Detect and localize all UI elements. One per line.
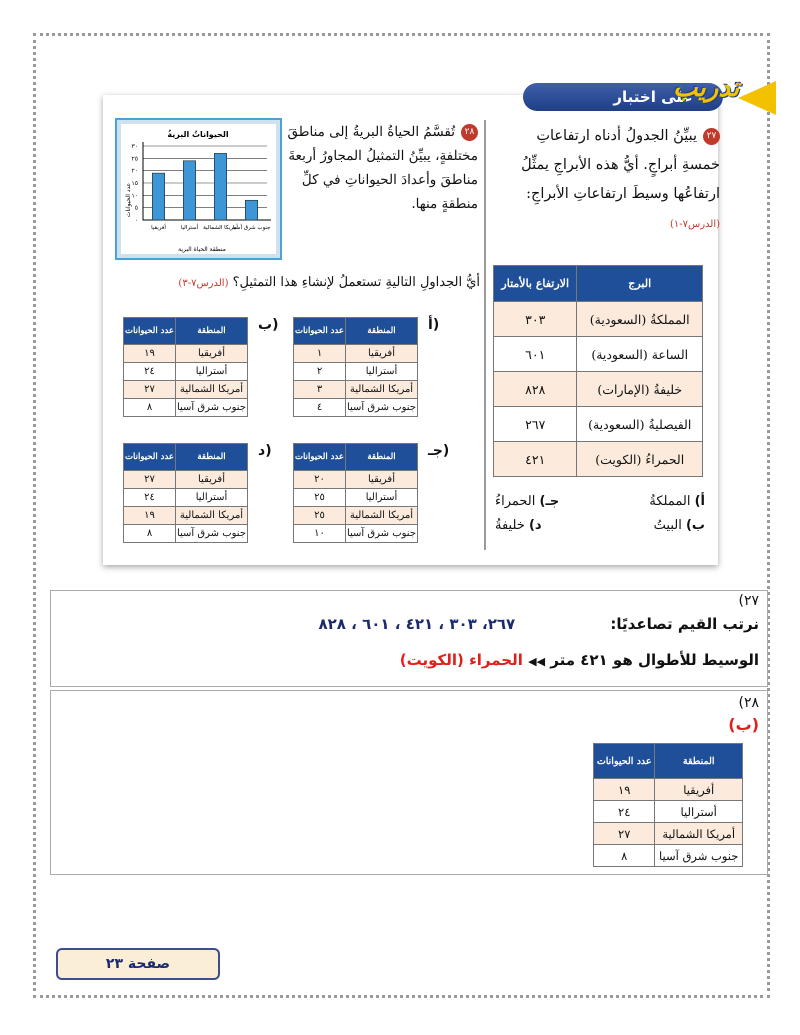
region-cell: أستراليا [655,801,743,823]
count-cell: ٨ [594,845,655,867]
choice-label: أ) [694,494,705,509]
choice-label: ب) [685,518,705,533]
region-cell: أفريقيا [346,471,418,489]
option-b-label: ب) [258,317,279,333]
col-header-tower: البرج [577,266,703,302]
banner-triangle-icon [738,81,776,115]
q28-number-badge: ٢٨ [461,124,478,141]
table-row [124,507,248,525]
table-row [124,399,248,417]
banner-title: على اختبار [613,88,693,106]
chart-y-tick-label: ١٠ [131,192,138,200]
chart-x-tick-label: أمريكا الشمالية [203,225,238,231]
count-cell: ٨ [124,399,176,417]
chart-y-tick-label: ٢٠ [131,167,138,175]
count-cell: ٣ [294,381,346,399]
q27-text: يبيِّنُ الجدولُ أدناه ارتفاعاتِ خمسةِ أبراجٍ. أيُّ هذه الأبراجِ يمثِّلُ ارتفاعُها وسيطَ ارتفاعاتِ الأبراجِ: [521,128,720,202]
table-row [124,525,248,543]
col-header-count: عدد الحيوانات [594,744,655,779]
option-a-label: أ) [428,317,440,333]
chart-plot-bg [121,124,276,254]
option-c-label: جـ) [428,443,450,459]
q28-question [108,275,480,290]
region-cell: أفريقيا [176,471,248,489]
double-arrow-icon: ◀◀ [528,655,546,668]
count-cell: ٢ [294,363,346,381]
region-cell: جنوب شرق آسيا [346,399,418,417]
choice-text: خليفةُ [495,518,525,533]
region-cell: جنوب شرق آسيا [176,525,248,543]
option-d-label: د) [258,443,272,459]
table-row [494,442,703,477]
q28-text: تُقسَّمُ الحياةُ البريةُ إلى مناطقَ مختلفةٍ، يبيِّنُ التمثيلُ المجاورُ أربعةَ مناطقَ وأعدادَ الحيواناتِ في كلِّ منطقةٍ منها. [287,124,478,212]
q28-lesson-ref: (الدرس٧-٣) [178,278,229,289]
column-divider [484,120,486,550]
choice-text: المملكةُ [649,494,691,509]
chart-bar [183,161,195,220]
count-cell: ٢٧ [124,381,176,399]
chart-y-tick-label: ٠ [134,217,138,224]
region-cell: أمريكا الشمالية [176,507,248,525]
table-row [124,363,248,381]
table-row [294,525,418,543]
towers-table [493,265,703,477]
col-header-height: الارتفاع بالأمتار [494,266,577,302]
count-cell: ١٠ [294,525,346,543]
tower-name: الساعة (السعودية) [577,337,703,372]
choice-text: الحمراءُ [495,494,536,509]
region-cell: أستراليا [176,489,248,507]
choice-label: جـ) [539,494,560,509]
page-number-badge: صفحة ٢٣ [56,948,220,980]
region-cell: أفريقيا [655,779,743,801]
col-header-region: المنطقة [655,744,743,779]
table-row [594,801,743,823]
count-cell: ١٩ [124,507,176,525]
count-cell: ٨ [124,525,176,543]
col-header-region: المنطقة [176,444,248,471]
median-label: الوسيط للأطوال هو ٤٢١ متر [550,651,759,669]
table-row [294,363,418,381]
col-header-count: عدد الحيوانات [124,444,176,471]
chart-y-tick-label: ٣٠ [131,143,138,150]
chart-x-tick-label: أستراليا [180,225,199,231]
choice-c [495,490,559,514]
chart-y-tick-label: ٥ [134,204,138,212]
region-cell: أفريقيا [176,345,248,363]
count-cell: ٢٠ [294,471,346,489]
banner-title-big: تدريب [673,73,740,103]
col-header-count: عدد الحيوانات [294,318,346,345]
chart-x-tick-label: جنوب شرق آسيا [232,225,271,231]
region-cell: أفريقيا [346,345,418,363]
q27-lesson-ref: (الدرس٧-١) [669,219,720,230]
q27-choices [495,490,705,538]
choice-a [649,490,705,514]
answer-27-sort-line [318,615,759,633]
choice-text: البيتُ [653,518,682,533]
count-cell: ٢٥ [294,489,346,507]
q28-prompt [283,120,478,216]
chart-x-tick-label: أفريقيا [151,225,166,231]
count-cell: ٢٤ [124,363,176,381]
answer-27-box [50,590,768,687]
option-d-table [123,443,248,543]
choice-d [495,514,542,538]
tower-name: المملكةُ (السعودية) [577,302,703,337]
chart-y-tick-label: ٢٥ [131,155,138,163]
answer-28-choice: (ب) [728,715,759,734]
region-cell: أستراليا [346,489,418,507]
table-row [494,407,703,442]
chart-y-axis-label: عدد الحيوانات [125,182,132,218]
table-row [494,372,703,407]
col-header-region: المنطقة [346,318,418,345]
q27-prompt [505,122,720,239]
tower-height: ٤٢١ [494,442,577,477]
table-row [294,381,418,399]
chart-x-axis-label: منطقة الحياة البرية [178,246,226,253]
answer-27-median-line [400,651,759,669]
table-row [124,471,248,489]
table-row [294,399,418,417]
region-cell: أمريكا الشمالية [346,381,418,399]
chart-bar [152,173,164,220]
tower-height: ٣٠٣ [494,302,577,337]
col-header-region: المنطقة [176,318,248,345]
region-cell: أمريكا الشمالية [346,507,418,525]
tower-height: ٨٢٨ [494,372,577,407]
option-c-table [293,443,418,543]
chart-title: الحيواناتُ البريةُ [167,130,229,139]
region-cell: جنوب شرق آسيا [176,399,248,417]
table-row [124,489,248,507]
count-cell: ١ [294,345,346,363]
median-answer: الحمراء (الكويت) [399,651,523,669]
count-cell: ٢٥ [294,507,346,525]
chart-svg [117,120,280,258]
table-row [294,507,418,525]
answer-28-table [593,743,743,867]
tower-height: ٦٠١ [494,337,577,372]
region-cell: جنوب شرق آسيا [346,525,418,543]
count-cell: ٢٤ [594,801,655,823]
region-cell: أستراليا [176,363,248,381]
choice-label: د) [528,518,542,533]
chart-bar [214,153,226,220]
table-row [124,345,248,363]
option-a-table [293,317,418,417]
region-cell: أمريكا الشمالية [176,381,248,399]
count-cell: ٤ [294,399,346,417]
q28-question-text: أيُّ الجداولِ التاليةِ تستعملُ لإنشاءِ هذا التمثيلِ؟ [232,275,480,290]
count-cell: ٢٧ [594,823,655,845]
practice-banner [523,73,778,113]
table-row [594,845,743,867]
table-row [294,345,418,363]
table-row [494,302,703,337]
answer-28-number: (٢٨ [738,695,759,711]
region-cell: أمريكا الشمالية [655,823,743,845]
count-cell: ١٩ [594,779,655,801]
count-cell: ٢٧ [124,471,176,489]
table-row [594,823,743,845]
region-cell: جنوب شرق آسيا [655,845,743,867]
tower-name: الحمراءُ (الكويت) [577,442,703,477]
sort-label: نرتب القيم تصاعديًا: [610,615,759,633]
table-row [594,779,743,801]
q27-number-badge: ٢٧ [703,128,720,145]
col-header-count: عدد الحيوانات [294,444,346,471]
table-row [124,381,248,399]
answer-28-box [50,690,768,875]
sorted-values: ٢٦٧، ٣٠٣ ، ٤٢١ ، ٦٠١ ، ٨٢٨ [318,615,516,633]
tower-name: خليفةُ (الإمارات) [577,372,703,407]
tower-height: ٢٦٧ [494,407,577,442]
table-row [294,489,418,507]
col-header-count: عدد الحيوانات [124,318,176,345]
table-row [494,337,703,372]
choice-b [654,514,705,538]
region-cell: أستراليا [346,363,418,381]
count-cell: ٢٤ [124,489,176,507]
chart-y-tick-label: ١٥ [131,180,138,187]
col-header-region: المنطقة [346,444,418,471]
wildlife-bar-chart [115,118,282,260]
chart-bar [245,200,257,220]
count-cell: ١٩ [124,345,176,363]
option-b-table [123,317,248,417]
tower-name: الفيصليةُ (السعودية) [577,407,703,442]
answer-27-number: (٢٧ [738,593,759,609]
table-row [294,471,418,489]
